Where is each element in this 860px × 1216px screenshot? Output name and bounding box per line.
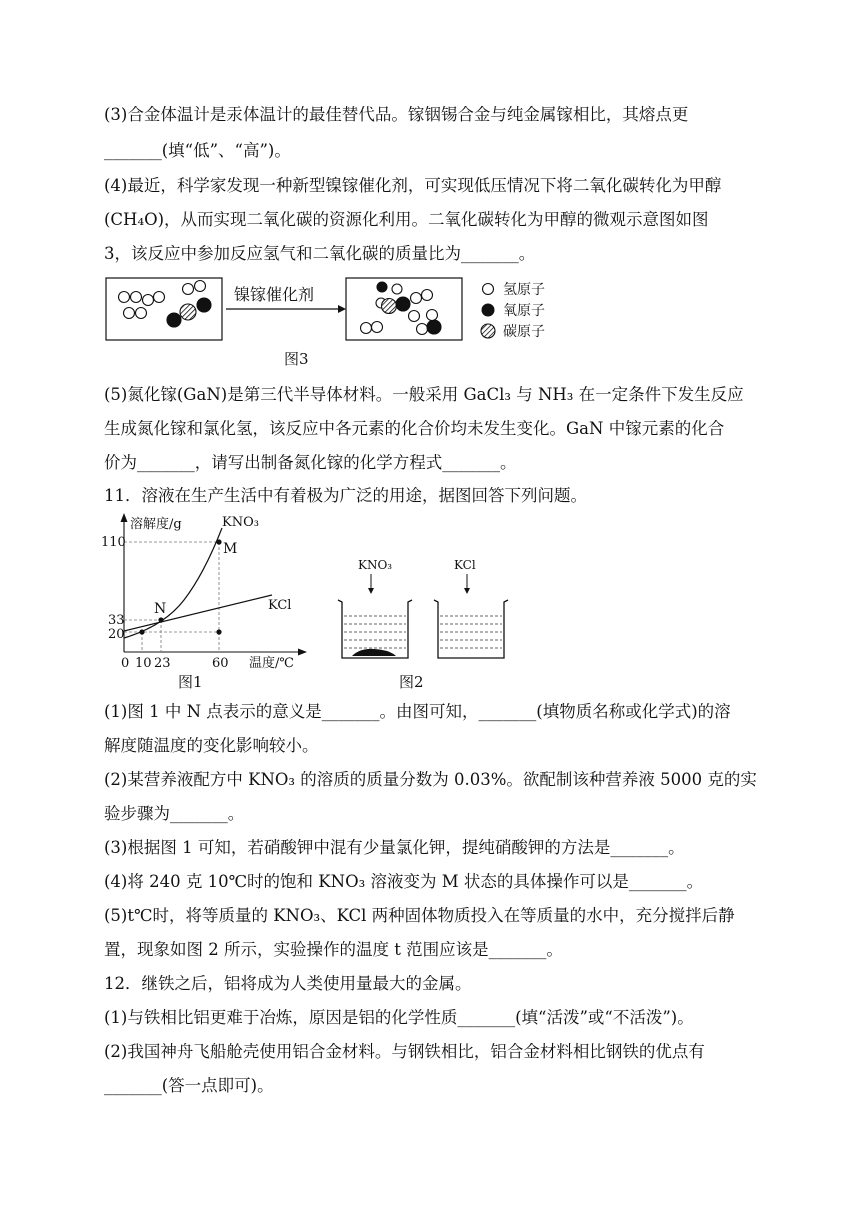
point-n [158, 617, 163, 622]
point-60c [216, 629, 221, 634]
text-line: (2)我国神舟飞船舱壳使用铝合金材料。与钢铁相比，铝合金材料相比钢铁的优点有 [104, 1042, 705, 1061]
y-tick-110: 110 [101, 535, 126, 550]
point-10c [139, 629, 144, 634]
legend-oxygen: 氧原子 [503, 303, 545, 319]
undissolved-solid [352, 649, 396, 656]
figure-3-caption: 图3 [284, 350, 309, 368]
oxygen-atom-icon [482, 304, 495, 317]
text-line: (CH₄O)，从而实现二氧化碳的资源化利用。二氧化碳转化为甲醇的微观示意图如图 [104, 210, 709, 229]
legend-carbon: 碳原子 [503, 324, 545, 340]
text-line: (3)根据图 1 可知，若硝酸钾中混有少量氯化钾，提纯硝酸钾的方法是_______。 [104, 838, 685, 857]
x-tick-60: 60 [212, 656, 229, 671]
catalyst-label: 镍镓催化剂 [234, 285, 315, 304]
text-line: (4)最近，科学家发现一种新型镍镓催化剂，可实现低压情况下将二氧化碳转化为甲醇 [104, 176, 722, 195]
text-line: 价为_______，请写出制备氮化镓的化学方程式_______。 [104, 453, 517, 472]
text-line: 验步骤为_______。 [104, 804, 245, 823]
question-11: 11．溶液在生产生活中有着极为广泛的用途，据图回答下列问题。 [104, 486, 587, 505]
text-line: 3，该反应中参加反应氢气和二氧化碳的质量比为_______。 [104, 244, 536, 263]
figure-2-caption: 图2 [399, 673, 424, 691]
x-axis-label: 温度/℃ [249, 656, 294, 671]
kno3-label: KNO₃ [222, 515, 259, 530]
kcl-line [124, 595, 272, 631]
figure-1-caption: 图1 [178, 673, 203, 691]
text-line: (1)图 1 中 N 点表示的意义是_______。由图可知，_______(填物质名称或化学式)的溶 [104, 702, 731, 721]
text-line: (4)将 240 克 10℃时的饱和 KNO₃ 溶液变为 M 状态的具体操作可以是_______。 [104, 872, 704, 891]
x-tick-0: 0 [121, 656, 130, 671]
beaker-label-kno3: KNO₃ [358, 558, 393, 572]
kno3-curve [124, 528, 222, 638]
question-12: 12．继铁之后，铝将成为人类使用量最大的金属。 [104, 974, 472, 993]
text-line: (5)氮化镓(GaN)是第三代半导体材料。一般采用 GaCl₃ 与 NH₃ 在一定条件下发生反应 [104, 385, 744, 404]
x-tick-23: 23 [154, 656, 171, 671]
text-line: 置，现象如图 2 所示，实验操作的温度 t 范围应该是_______。 [104, 940, 563, 959]
m-label: M [223, 541, 238, 557]
y-tick-33: 33 [108, 613, 125, 628]
product-molecules [361, 282, 442, 335]
text-line: 生成氮化镓和氯化氢，该反应中各元素的化合价均未发生变化。GaN 中镓元素的化合 [104, 419, 725, 438]
point-m [216, 539, 221, 544]
text-line: (3)合金体温计是汞体温计的最佳替代品。镓铟锡合金与纯金属镓相比，其熔点更 [104, 105, 689, 124]
x-tick-10: 10 [135, 656, 152, 671]
carbon-atom-icon [481, 324, 495, 338]
figure-1-solubility-chart [101, 508, 314, 671]
legend [481, 282, 545, 340]
figure-2-beakers [330, 552, 520, 664]
text-line: (2)某营养液配方中 KNO₃ 的溶质的质量分数为 0.03%。欲配制该种营养液 5000 克的实 [104, 770, 757, 789]
text-line: _______(答一点即可)。 [104, 1076, 274, 1095]
beaker-kcl [434, 600, 508, 658]
text-line: 解度随温度的变化影响较小。 [104, 736, 319, 755]
text-line: (1)与铁相比铝更难于冶炼，原因是铝的化学性质_______(填“活泼”或“不活泼”)。 [104, 1008, 694, 1027]
y-tick-20: 20 [108, 627, 125, 642]
beaker-kno3 [338, 600, 412, 658]
figure-3-reaction-diagram [100, 270, 570, 352]
beaker-label-kcl: KCl [454, 558, 476, 572]
hydrogen-atom-icon [483, 284, 494, 295]
n-label: N [154, 601, 167, 617]
text-line: (5)t℃时，将等质量的 KNO₃、KCl 两种固体物质投入在等质量的水中，充分搅拌后静 [104, 906, 735, 925]
kcl-label: KCl [268, 598, 292, 613]
legend-hydrogen: 氢原子 [503, 282, 545, 298]
reactant-molecules [119, 281, 212, 328]
text-line: _______(填“低”、“高”)。 [104, 141, 291, 160]
y-axis-label: 溶解度/g [130, 517, 182, 532]
